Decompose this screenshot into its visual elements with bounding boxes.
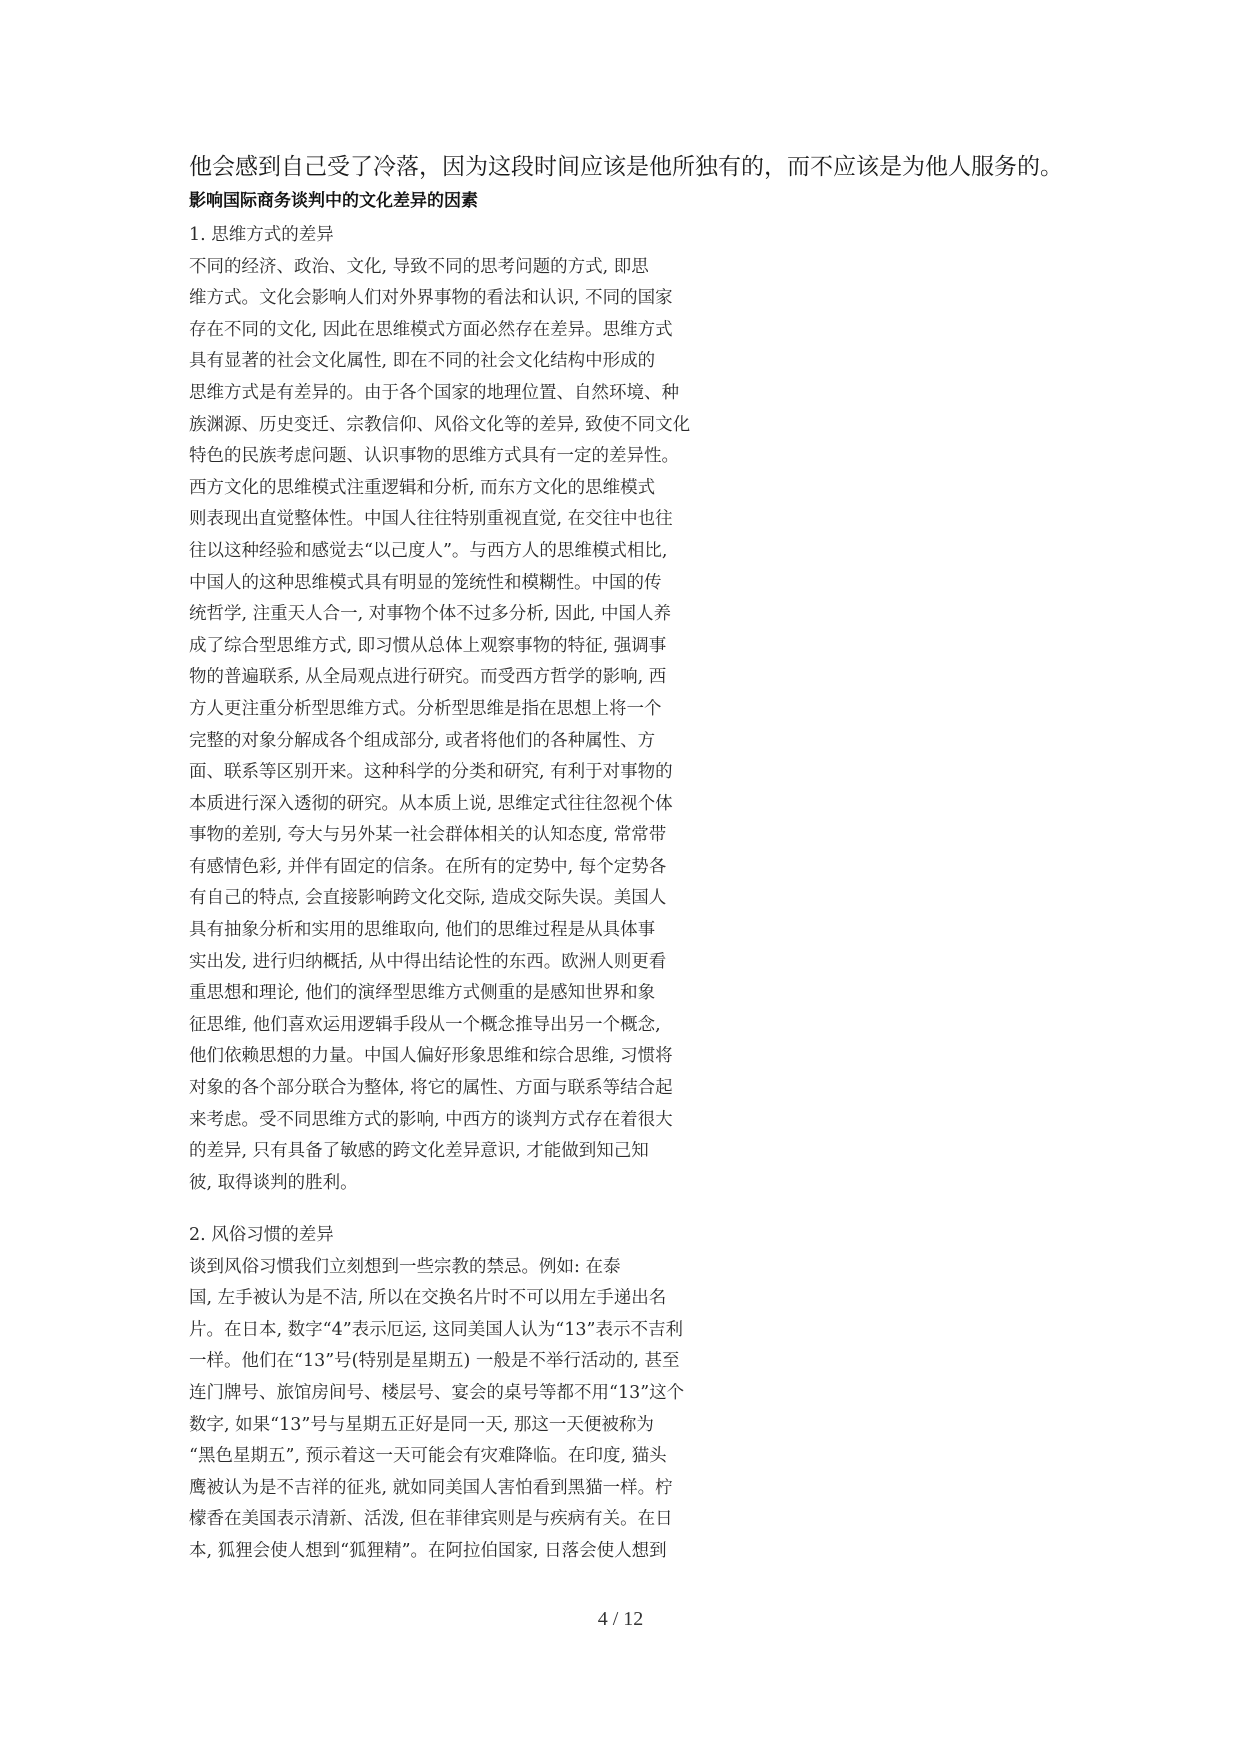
text-line: 征思维, 他们喜欢运用逻辑手段从一个概念推导出另一个概念,: [189, 1014, 661, 1035]
text-line: 思维方式是有差异的。由于各个国家的地理位置、自然环境、种: [189, 382, 679, 403]
text-line: “黑色星期五”, 预示着这一天可能会有灾难降临。在印度, 猫头: [189, 1446, 667, 1467]
text-line: 对象的各个部分联合为整体, 将它的属性、方面与联系等结合起: [189, 1078, 673, 1099]
text-line: 特色的民族考虑问题、认识事物的思维方式具有一定的差异性。: [189, 446, 679, 467]
text-line: 檬香在美国表示清新、活泼, 但在菲律宾则是与疾病有关。在日: [189, 1509, 673, 1530]
text-line: 维方式。文化会影响人们对外界事物的看法和认识, 不同的国家: [189, 288, 673, 309]
text-line: 族渊源、历史变迁、宗教信仰、风俗文化等的差异, 致使不同文化: [189, 414, 691, 435]
text-line: 国, 左手被认为是不洁, 所以在交换名片时不可以用左手递出名: [189, 1288, 667, 1309]
text-line: 方人更注重分析型思维方式。分析型思维是指在思想上将一个: [189, 698, 662, 719]
text-line: 则表现出直觉整体性。中国人往往特别重视直觉, 在交往中也往: [189, 509, 673, 530]
text-line: 统哲学, 注重天人合一, 对事物个体不过多分析, 因此, 中国人养: [189, 604, 672, 625]
section-customs: [189, 1220, 684, 1568]
section-title: 1. 思维方式的差异: [189, 225, 334, 245]
text-line: 中国人的这种思维模式具有明显的笼统性和模糊性。中国的传: [189, 572, 662, 593]
text-line: 成了综合型思维方式, 即习惯从总体上观察事物的特征, 强调事: [189, 635, 667, 656]
text-line: 数字, 如果“13”号与星期五正好是同一天, 那这一天便被称为: [189, 1414, 654, 1435]
text-line: 的差异, 只有具备了敏感的跨文化差异意识, 才能做到知己知: [189, 1141, 649, 1162]
text-line: 他们依赖思想的力量。中国人偏好形象思维和综合思维, 习惯将: [189, 1046, 673, 1067]
text-line: 事物的差别, 夸大与另外某一社会群体相关的认知态度, 常常带: [189, 825, 667, 846]
text-line: 来考虑。受不同思维方式的影响, 中西方的谈判方式存在着很大: [189, 1109, 673, 1130]
section-title: 2. 风俗习惯的差异: [189, 1225, 334, 1245]
text-line: 实出发, 进行归纳概括, 从中得出结论性的东西。欧洲人则更看: [189, 951, 667, 972]
text-line: 面、联系等区别开来。这种科学的分类和研究, 有利于对事物的: [189, 762, 673, 783]
text-line: 一样。他们在“13”号(特别是星期五) 一般是不举行活动的, 甚至: [189, 1351, 680, 1372]
section-body: [189, 1252, 684, 1568]
text-line: 完整的对象分解成各个组成部分, 或者将他们的各种属性、方: [189, 730, 656, 751]
text-line: 本质进行深入透彻的研究。从本质上说, 思维定式往往忽视个体: [189, 793, 673, 814]
section-thinking-style: [189, 220, 690, 1199]
text-line: 重思想和理论, 他们的演绎型思维方式侧重的是感知世界和象: [189, 983, 656, 1004]
text-line: 有感情色彩, 并伴有固定的信条。在所有的定势中, 每个定势各: [189, 856, 667, 877]
text-line: 片。在日本, 数字“4”表示厄运, 这同美国人认为“13”表示不吉利: [189, 1319, 683, 1340]
text-line: 存在不同的文化, 因此在思维模式方面必然存在差异。思维方式: [189, 319, 673, 340]
page-number: 4 / 12: [597, 1608, 644, 1630]
text-line: 连门牌号、旅馆房间号、楼层号、宴会的桌号等都不用“13”这个: [189, 1382, 685, 1403]
text-line: 彼, 取得谈判的胜利。: [189, 1172, 358, 1193]
text-line: 鹰被认为是不吉祥的征兆, 就如同美国人害怕看到黑猫一样。柠: [189, 1477, 673, 1498]
text-line: 有自己的特点, 会直接影响跨文化交际, 造成交际失误。美国人: [189, 888, 667, 909]
text-line: 具有显著的社会文化属性, 即在不同的社会文化结构中形成的: [189, 351, 656, 372]
text-line: 本, 狐狸会使人想到“狐狸精”。在阿拉伯国家, 日落会使人想到: [189, 1540, 667, 1561]
text-line: 物的普遍联系, 从全局观点进行研究。而受西方哲学的影响, 西: [189, 667, 667, 688]
text-line: 具有抽象分析和实用的思维取向, 他们的思维过程是从具体事: [189, 920, 656, 941]
text-line: 谈到风俗习惯我们立刻想到一些宗教的禁忌。例如: 在泰: [189, 1256, 621, 1277]
text-line: 西方文化的思维模式注重逻辑和分析, 而东方文化的思维模式: [189, 477, 656, 498]
section-heading: 影响国际商务谈判中的文化差异的因素: [189, 191, 478, 211]
text-line: 往以这种经验和感觉去“以己度人”。与西方人的思维模式相比,: [189, 540, 668, 561]
text-line: 不同的经济、政治、文化, 导致不同的思考问题的方式, 即思: [189, 256, 649, 277]
lead-line: 他会感到自己受了冷落，因为这段时间应该是他所独有的，而不应该是为他人服务的。: [189, 154, 1063, 180]
section-body: [189, 252, 690, 1200]
